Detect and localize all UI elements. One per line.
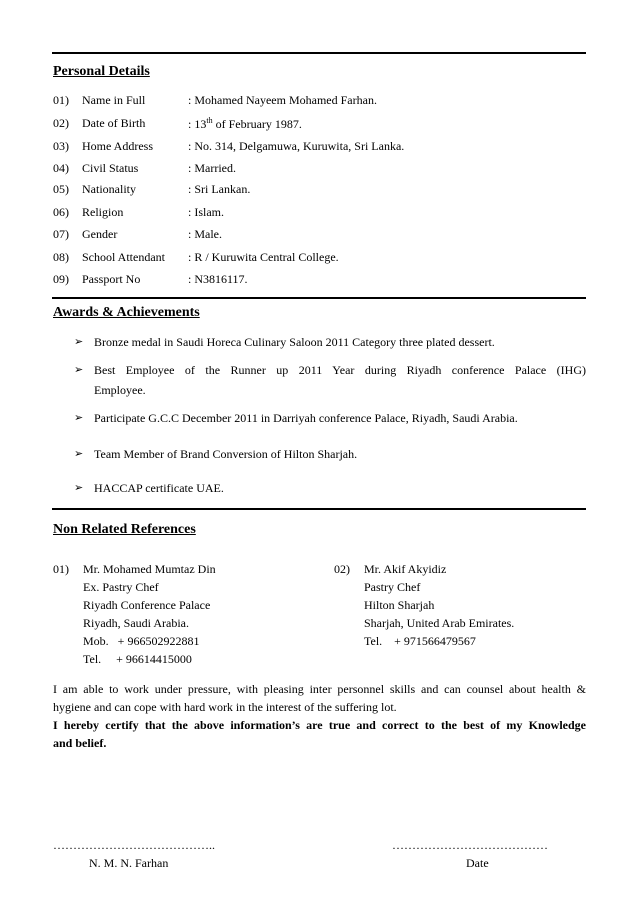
row-value: : N3816117. bbox=[188, 272, 248, 286]
row-value: : R / Kuruwita Central College. bbox=[188, 250, 339, 264]
award-text: Participate G.C.C December 2011 in Darriyah conference Palace, Riyadh, Saudi Arabia. bbox=[94, 411, 518, 425]
reference-employer: Hilton Sharjah bbox=[364, 598, 435, 612]
row-number: 04) bbox=[53, 161, 69, 175]
row-number: 07) bbox=[53, 227, 69, 241]
row-number: 05) bbox=[53, 182, 69, 196]
row-label: Nationality bbox=[82, 182, 136, 196]
row-label: Passport No bbox=[82, 272, 141, 286]
row-number: 03) bbox=[53, 139, 69, 153]
row-value: : Mohamed Nayeem Mohamed Farhan. bbox=[188, 93, 377, 107]
row-value: : No. 314, Delgamuwa, Kuruwita, Sri Lanka. bbox=[188, 139, 405, 153]
row-label: School Attendant bbox=[82, 250, 165, 264]
award-item bbox=[74, 360, 586, 400]
row-number: 01) bbox=[53, 93, 69, 107]
row-label: Name in Full bbox=[82, 93, 146, 107]
award-item bbox=[74, 478, 586, 498]
reference-number: 02) bbox=[334, 562, 350, 576]
signature-dots-right: ………………………………… bbox=[392, 838, 548, 852]
arrow-bullet-icon: ➢ bbox=[74, 482, 84, 494]
row-label: Home Address bbox=[82, 139, 153, 153]
reference-employer: Riyadh Conference Palace bbox=[83, 598, 211, 612]
reference-mobile: Mob. + 966502922881 bbox=[83, 634, 200, 648]
awards-heading: Awards & Achievements bbox=[53, 305, 200, 320]
signature-name: N. M. N. Farhan bbox=[89, 856, 169, 870]
reference-phone: Tel. + 96614415000 bbox=[83, 652, 192, 666]
arrow-bullet-icon: ➢ bbox=[74, 336, 84, 348]
reference-location: Sharjah, United Arab Emirates. bbox=[364, 616, 515, 630]
award-text-continued: Employee. bbox=[94, 383, 146, 397]
row-number: 08) bbox=[53, 250, 69, 264]
row-number: 09) bbox=[53, 272, 69, 286]
reference-phone: Tel. + 971566479567 bbox=[364, 634, 476, 648]
award-item bbox=[74, 444, 586, 464]
personal-details-heading: Personal Details bbox=[53, 64, 150, 79]
row-value bbox=[188, 116, 302, 132]
arrow-bullet-icon: ➢ bbox=[74, 412, 84, 424]
row-label: Religion bbox=[82, 205, 124, 219]
skills-line-2: hygiene and can cope with hard work in the interest of the suffering lot. bbox=[53, 700, 397, 714]
dob-suffix: th bbox=[206, 116, 213, 125]
references-heading: Non Related References bbox=[53, 522, 196, 537]
reference-title: Pastry Chef bbox=[364, 580, 421, 594]
reference-location: Riyadh, Saudi Arabia. bbox=[83, 616, 189, 630]
award-text: Bronze medal in Saudi Horeca Culinary Saloon 2011 Category three plated dessert. bbox=[94, 335, 495, 349]
dob-day: : 13 bbox=[188, 117, 207, 131]
award-text: Best Employee of the Runner up 2011 Year during Riyadh conference Palace (IHG) bbox=[94, 363, 586, 377]
reference-number: 01) bbox=[53, 562, 69, 576]
row-value: : Married. bbox=[188, 161, 236, 175]
row-label: Civil Status bbox=[82, 161, 139, 175]
skills-line-1: I am able to work under pressure, with pleasing inter personnel skills and can counsel about health & bbox=[53, 682, 586, 696]
award-item bbox=[74, 332, 586, 352]
row-value: : Male. bbox=[188, 227, 222, 241]
arrow-bullet-icon: ➢ bbox=[74, 448, 84, 460]
row-value: : Sri Lankan. bbox=[188, 182, 251, 196]
reference-name: Mr. Mohamed Mumtaz Din bbox=[83, 562, 216, 576]
reference-name: Mr. Akif Akyidiz bbox=[364, 562, 447, 576]
row-label: Date of Birth bbox=[82, 116, 146, 130]
skills-paragraph bbox=[53, 680, 586, 716]
certification-line-1: I hereby certify that the above information’s are true and correct to the best of my Knowledge bbox=[53, 718, 586, 732]
awards-divider bbox=[52, 297, 586, 299]
signature-dots-left: ………………………………….. bbox=[53, 838, 215, 852]
top-divider bbox=[52, 52, 586, 54]
award-item bbox=[74, 408, 586, 428]
certification-line-2: and belief. bbox=[53, 736, 107, 750]
date-label: Date bbox=[466, 856, 489, 870]
row-number: 06) bbox=[53, 205, 69, 219]
award-text: Team Member of Brand Conversion of Hilton Sharjah. bbox=[94, 447, 358, 461]
reference-title: Ex. Pastry Chef bbox=[83, 580, 159, 594]
arrow-bullet-icon: ➢ bbox=[74, 364, 84, 376]
references-divider bbox=[52, 508, 586, 510]
award-text: HACCAP certificate UAE. bbox=[94, 481, 224, 495]
certification-paragraph bbox=[53, 716, 586, 752]
row-number: 02) bbox=[53, 116, 69, 130]
row-value: : Islam. bbox=[188, 205, 224, 219]
row-label: Gender bbox=[82, 227, 118, 241]
dob-month-year: of February 1987. bbox=[212, 117, 302, 131]
